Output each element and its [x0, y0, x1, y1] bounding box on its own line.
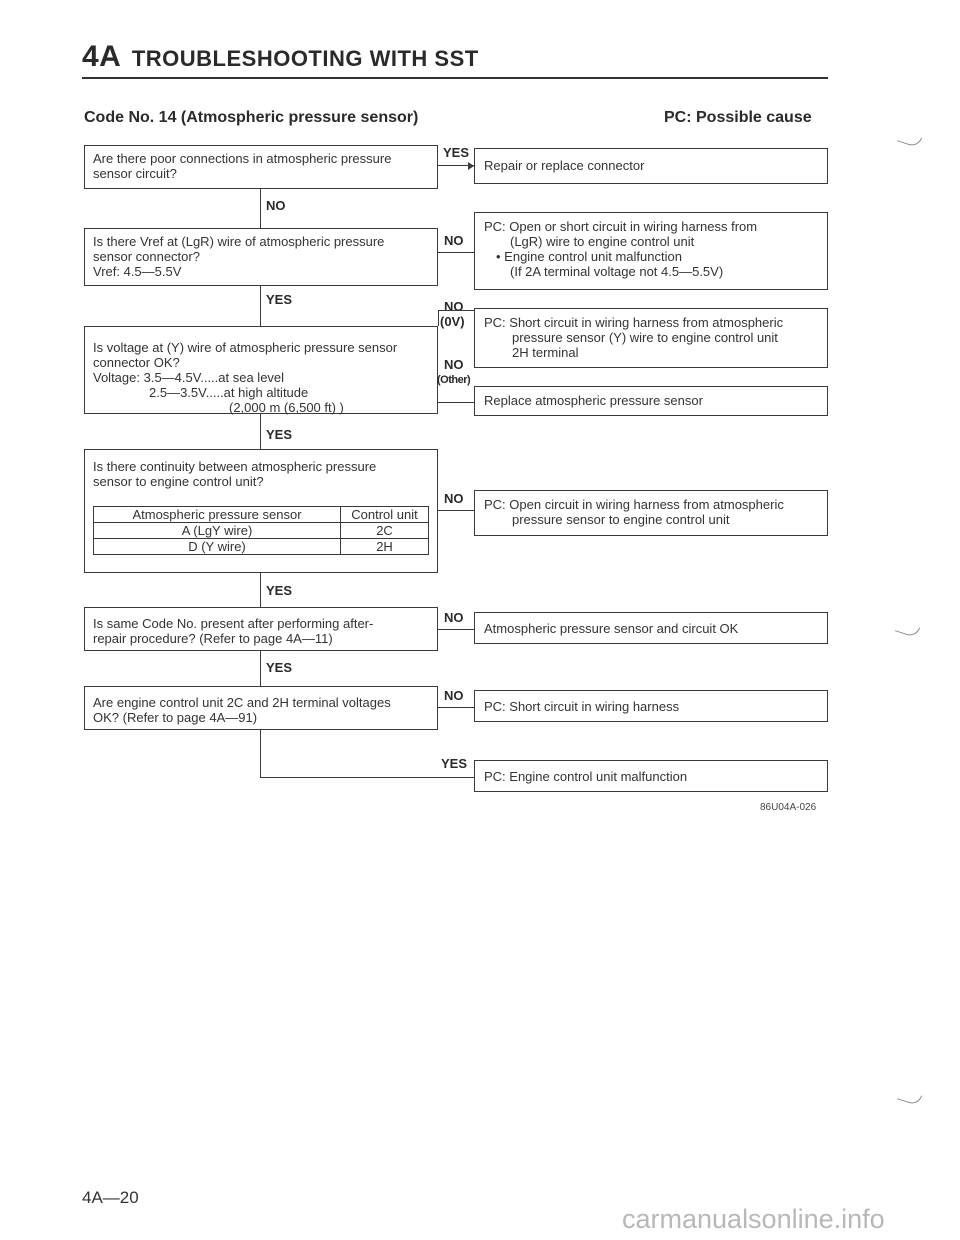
- watermark: carmanualsonline.info: [622, 1204, 885, 1234]
- no-label-1: NO: [266, 198, 286, 213]
- result-line: • Engine control unit malfunction: [496, 249, 682, 264]
- connector-line: [260, 414, 261, 449]
- question-line: connector OK?: [93, 355, 180, 370]
- result-line: PC: Open circuit in wiring harness from atmospheric: [484, 497, 784, 512]
- question-line: Voltage: 3.5—4.5V.....at sea level: [93, 370, 285, 385]
- no-label-4: NO: [444, 491, 464, 506]
- page-number: 4A—20: [82, 1188, 139, 1207]
- table-header-row: [94, 507, 429, 523]
- result-line: Replace atmospheric pressure sensor: [484, 393, 703, 408]
- table-header-cell: Control unit: [341, 507, 429, 523]
- result-box-ecu-malfunction: [474, 760, 828, 792]
- result-line: (LgR) wire to engine control unit: [510, 234, 695, 249]
- figure-code: 86U04A-026: [760, 802, 817, 813]
- table-cell: D (Y wire): [94, 539, 341, 555]
- connector-line: [438, 402, 474, 403]
- result-line: Repair or replace connector: [484, 158, 645, 173]
- question-line: sensor connector?: [93, 249, 200, 264]
- result-box-open-circuit: [474, 490, 828, 536]
- yes-label-5: YES: [266, 660, 293, 675]
- code-title: Code No. 14 (Atmospheric pressure sensor): [84, 109, 419, 126]
- connector-line: [260, 651, 261, 686]
- result-box-vref-open-short: [474, 212, 828, 290]
- section-title: TROUBLESHOOTING WITH SST: [131, 46, 479, 71]
- question-line: Are engine control unit 2C and 2H terminal voltages: [93, 695, 391, 710]
- result-line: Atmospheric pressure sensor and circuit OK: [484, 621, 739, 636]
- result-line: PC: Short circuit in wiring harness from atmospheric: [484, 315, 784, 330]
- no-label-2: NO: [444, 233, 464, 248]
- question-box-1: [84, 145, 438, 189]
- table-row: [94, 539, 429, 555]
- scan-mark-icon: [897, 131, 922, 149]
- scan-mark-icon: [895, 621, 920, 639]
- result-box-short-harness: [474, 690, 828, 722]
- question-box-5: [84, 607, 438, 651]
- table-cell: 2H: [341, 539, 429, 555]
- question-line: Vref: 4.5—5.5V: [93, 264, 182, 279]
- no-label-5: NO: [444, 610, 464, 625]
- result-line: PC: Open or short circuit in wiring harness from: [484, 219, 758, 234]
- section-header: [82, 40, 479, 74]
- question-line: Is there Vref at (LgR) wire of atmospheric pressure: [93, 234, 385, 249]
- yes-label-2: YES: [266, 292, 293, 307]
- section-code: 4A: [82, 40, 122, 73]
- question-box-2: [84, 228, 438, 286]
- connector-line: [438, 310, 439, 326]
- question-line: 2.5—3.5V.....at high altitude: [149, 385, 309, 400]
- question-box-4: [84, 449, 438, 573]
- yes-label-6: YES: [441, 756, 468, 771]
- question-line: Are there poor connections in atmospheric pressure: [93, 151, 392, 166]
- no-0v-sub-label: (0V): [440, 314, 465, 329]
- question-line: Is there continuity between atmospheric pressure: [93, 459, 377, 474]
- result-line: 2H terminal: [512, 345, 579, 360]
- yes-label-1: YES: [443, 145, 470, 160]
- no-0v-label: NO: [444, 299, 464, 314]
- connector-line: [438, 310, 474, 311]
- connector-line: [260, 573, 261, 607]
- question-line: sensor to engine control unit?: [93, 474, 264, 489]
- question-line: OK? (Refer to page 4A—91): [93, 710, 258, 725]
- continuity-table: [93, 506, 429, 555]
- question-line: (2,000 m (6,500 ft) ): [229, 400, 344, 415]
- question-line: sensor circuit?: [93, 166, 177, 181]
- scan-mark-icon: [897, 1089, 922, 1107]
- result-line: PC: Engine control unit malfunction: [484, 769, 688, 784]
- connector-line: [260, 189, 261, 228]
- result-line: pressure sensor (Y) wire to engine control unit: [512, 330, 778, 345]
- table-cell: 2C: [341, 523, 429, 539]
- question-box-3: [84, 326, 438, 414]
- connector-line: [438, 707, 474, 708]
- result-line: pressure sensor to engine control unit: [512, 512, 730, 527]
- no-other-sub-label: (Other): [437, 374, 471, 386]
- connector-line: [438, 252, 474, 253]
- question-box-6: [84, 686, 438, 730]
- question-line: Is voltage at (Y) wire of atmospheric pressure sensor: [93, 340, 398, 355]
- result-line: (If 2A terminal voltage not 4.5—5.5V): [510, 264, 724, 279]
- connector-line: [438, 510, 474, 511]
- yes-label-3: YES: [266, 427, 293, 442]
- question-line: repair procedure? (Refer to page 4A—11): [93, 631, 333, 646]
- connector-line: [260, 730, 261, 777]
- result-box-short-y-wire: [474, 308, 828, 368]
- header-rule: [82, 77, 828, 79]
- result-box-repair-connector: [474, 148, 828, 184]
- no-label-6: NO: [444, 688, 464, 703]
- connector-line: [260, 777, 474, 778]
- legend-possible-cause: PC: Possible cause: [664, 109, 812, 126]
- connector-line: [260, 286, 261, 326]
- table-header-cell: Atmospheric pressure sensor: [94, 507, 341, 523]
- table-row: [94, 523, 429, 539]
- result-box-circuit-ok: [474, 612, 828, 644]
- yes-label-4: YES: [266, 583, 293, 598]
- connector-line: [438, 629, 474, 630]
- result-line: PC: Short circuit in wiring harness: [484, 699, 680, 714]
- no-other-label: NO: [444, 357, 464, 372]
- question-line: Is same Code No. present after performing after-: [93, 616, 374, 631]
- table-cell: A (LgY wire): [94, 523, 341, 539]
- result-box-replace-sensor: [474, 386, 828, 416]
